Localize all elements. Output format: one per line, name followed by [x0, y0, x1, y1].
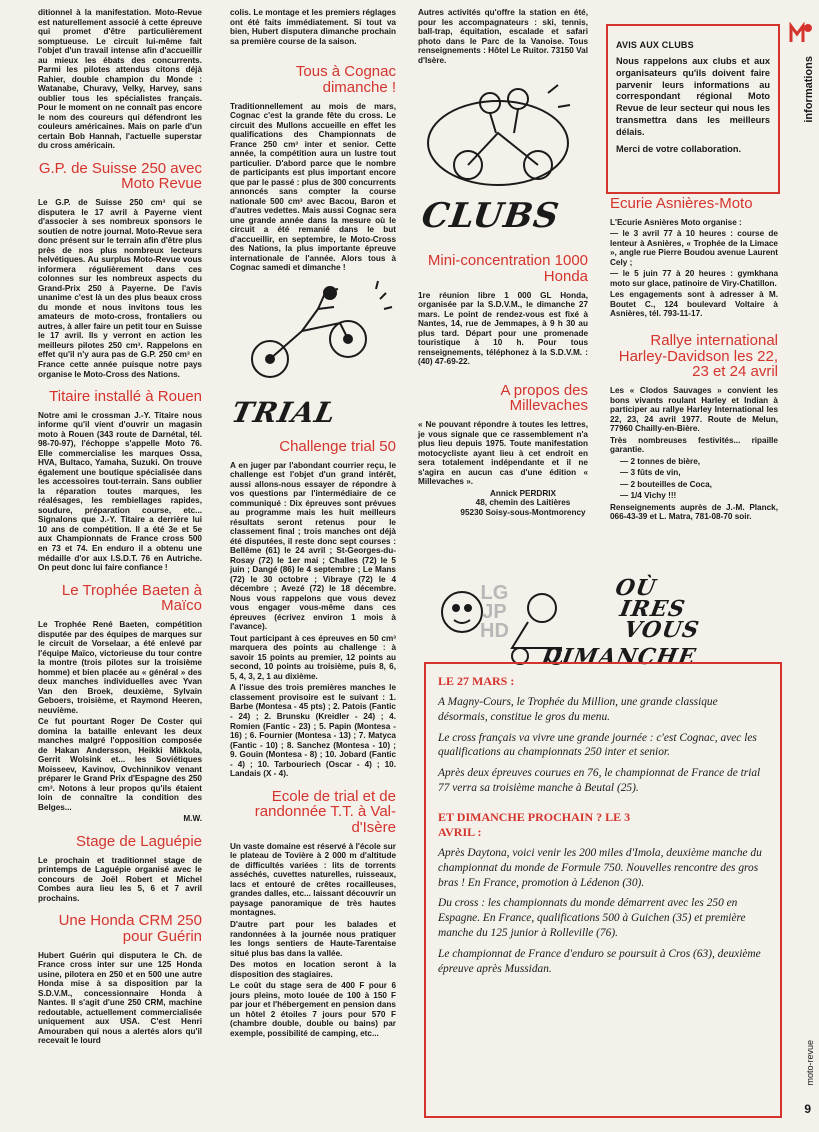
article-honda-crm: Hubert Guérin qui disputera le Ch. de France cross inter sur une 125 Honda usine, pilotera en 250 et en 500 une autre Honda mise à sa disposition par la S.D.V.M., concessionnaire Honda à Nantes. Il s'agit d'une 250 CRM, machine redoutable, actuellement commercialisée uniquement aux USA. C'est Henri Amouraben qui nous a alertés alors qu'il recevait le lourd	[38, 950, 202, 1046]
signature-baeten: M.W.	[183, 814, 202, 824]
signature-city: 95230 Soisy-sous-Montmorency	[460, 507, 586, 517]
heading-ecole-trial: Ecole de trial et de randonnée T.T. à Val-d'Isère	[254, 787, 396, 837]
heading-mini-concentration: Mini-concentration 1000 Honda	[427, 252, 588, 285]
dimanche-header	[432, 575, 782, 670]
article-ecole-trial-2: D'autre part pour les balades et randonnées à la journée nous pratiquer les longs sentiers de Haute-Tarentaise situé plus bas dans la vallée.	[230, 919, 396, 958]
article-baeten: Le Trophée René Baeten, compétition disputée par des équipes de marques sur le circuit de Vorselaar, a été enlevé par l'équipe Maïco, victorieuse du tour contre la montre (trois pilotes sur la troisième homme) et bien placée au « général » des deux manches individuelles avec Yvan Van den Broek, deuxième, Sylvain Geboers, troisième, et Raymond Heeren, neuvième.	[38, 620, 202, 715]
article-challenge-trial-2: Tout participant à ces épreuves en 50 cm³ marquera des points au challenge : à savoir 15 points au premier, 12 points au second, 10 points au troisième, puis 8, 6, 5, 4, 3, 2, 1 au dixième.	[230, 633, 396, 681]
page-number: 9	[804, 1102, 811, 1116]
article-millevaches: « Ne pouvant répondre à toutes les lettres, je vous signale que ce rassemblement n'a plus lieu depuis 1975. Toute manifestation motocycliste ayant lieu à cet endroit en sera totalement indépendante et il ne s'agira en aucun cas d'une édition « Millevaches ».	[418, 420, 588, 487]
asnieres-item-1: — le 3 avril 77 à 10 heures : course de lenteur à Asnières, « Trophée de la Limace », angle rue Pierre Boudou avenue Laurent Cely ;	[610, 229, 778, 267]
column-1	[38, 8, 202, 1048]
article-ecole-trial-4: Le coût du stage sera de 400 F pour 6 jours pleins, moto louée de 100 à 150 F par jour et l'hébergement en pension dans un hôtel 2 étoiles 7 jours pour 570 F (chambre double, double ou bains) par exemple, possibilité de camping, etc...	[230, 981, 396, 1038]
watermark-line-3: HD	[480, 620, 509, 642]
article-titaire: Notre ami le crossman J.-Y. Titaire nous informe qu'il vient d'ouvrir un magasin moto à Rouen (343 route de Darnétal, tél. 98-70-97), l'échoppe s'appelle Moto 76. Elle commercialise les marques Ossa, HVA, Bultaco, Yamaha, Suzuki. On trouve également une boutique spécialisée dans les accessoires tout-terrain. Sans oublier la réparation toutes marques, les réalésages, les rembiellages rapides, soudure, préparation course, etc... Signalons que J.-Y. Titaire a derrière lui 10 ans de compétition. Il a été 3e et 5e aux Championnats de France cross 500 en 73 et 74. En enduro il a obtenu une médaille d'or aux I.S.D.T. 76 en Autriche. On peut donc lui faire confiance !	[38, 410, 202, 573]
article-baeten-2: Ce fut pourtant Roger De Coster qui domina la bataille enlevant les deux manches malgré l'opposition composée de Hakan Andersson, Heikki Mikkola, Gerrit Wolsink et... les Soviétiques Moisseev, Kavinov, Ovchinnikov venant préparer le Grand Prix d'Espagne des 250 cm³. Notons à leur propos qu'ils étaient loin de connaître la condition des Belges...	[38, 717, 202, 812]
article-mini-concentration: 1re réunion libre 1 000 GL Honda, organisée par la S.D.V.M., le dimanche 27 mars. Le point de rendez-vous est fixé à Nantes, 14, rue de Jemmapes, à 9 h 30 au plus tard. Départ pour une promenade touristique à 10 h. Pour tous renseignements, téléphonez à la S.D.V.M. : (40) 47-69-22.	[418, 290, 588, 367]
dimanche-para-6: Le championnat de France d'enduro se poursuit à Cros (63), deuxième épreuve après Mussidan.	[438, 947, 761, 975]
section-label: informations	[803, 56, 815, 123]
intro-text-2: colis. Le montage et les premiers réglages ont été faits immédiatement. Si tout va bien, Hubert disputera dimanche prochain sa première course de la saison.	[230, 8, 396, 46]
trial-logo: TRIAL	[228, 395, 340, 429]
watermark-line-1: LG	[480, 582, 509, 604]
logo-word-2: IRES	[617, 595, 688, 622]
article-gp-suisse: Le G.P. de Suisse 250 cm³ qui se disputera le 17 avril à Payerne vient d'associer à ses nombreux sponsors le soutien de notre journal. Moto-Revue sera donc présent sur le terrain afin d'être plus près de nos plus nombreux lecteurs helvétiques. Au surplus Moto-Revue vous informera régulièrement dans ces colonnes sur les nombreux aspects du Grand-Prix 250 à Payerne. De l'avis unanime c'est là un des plus beaux cross du monde et nous invitons tous les amateurs de moto-cross, frontaliers ou autres, à aller faire un petit tour en Suisse le 17 avril. Ils y verront en action les meilleurs pilotes 250 cm³. Rappelons en effet qu'il n'y aura pas de G.P. 250 cm³ en France cette année puisque notre pays organise le Moto-Cross des Nations.	[38, 198, 202, 379]
dimanche-para-4: Après Daytona, voici venir les 200 miles d'Imola, deuxième manche du championnat du monde de Formule 750. Nouvelles rencontre des gros bras ! En France, promotion à Lédenon (30).	[438, 846, 762, 889]
dimanche-box	[424, 662, 782, 1118]
heading-laguepie: Stage de Laguépie	[76, 832, 202, 850]
date-27-mars: LE 27 MARS :	[438, 674, 515, 688]
signature-name: Annick PERDRIX	[490, 488, 556, 498]
avis-aux-clubs-box	[606, 24, 780, 194]
avis-title: AVIS AUX CLUBS	[616, 40, 694, 50]
article-ecole-trial: Un vaste domaine est réservé à l'école sur le plateau de Tovière à 2 000 m d'altitude de difficultés variées : lits de torrents asséchés, cuvettes naturelles, ruisseaux, lacs et entouré de crêtes rocailleuses, grandes dalles, etc... laissant découvrir un paysage panoramique de très hautes montagnes.	[230, 841, 396, 918]
heading-challenge-trial: Challenge trial 50	[279, 437, 396, 455]
watermark	[480, 584, 509, 641]
harley-list-1: — 2 tonnes de bière,	[620, 456, 701, 466]
dimanche-para-1: A Magny-Cours, le Trophée du Million, une grande classique désormais, constitue le gros du menu.	[438, 696, 718, 723]
dimanche-para-3: Après deux épreuves courues en 76, le championnat de France de trial 77 verra sa troisième manche à Beutal (25).	[438, 767, 761, 795]
dimanche-logo	[606, 575, 708, 643]
heading-titaire: Titaire installé à Rouen	[49, 388, 202, 406]
clubs-illustration	[418, 73, 588, 243]
clubs-bikers-icon	[418, 73, 588, 203]
heading-honda-crm: Une Honda CRM 250 pour Guérin	[58, 912, 202, 945]
article-challenge-trial-3: A l'issue des trois premières manches le classement provisoire est le suivant : 1. Barbe (Montesa - 45 pts) ; 2. Patois (Fantic - 24) ; 2. Brunsku (Kreidler - 24) ; 4. Romien (Fantic - 23) ; 5. Papin (Montesa - 16) ; 6. Fournier (Montesa - 13) ; 7. Matyca (Fantic - 10) ; 8. Sanchez (Montesa - 10) ; 9. Gouin (Montesa - 8) ; 10. Jobard (Fantic - 4) ; 10. Tarbouriech (Oscar - 4) ; 10. Landais (X - 4).	[230, 683, 396, 779]
harley-list-2: — 3 fûts de vin,	[620, 468, 681, 478]
avis-body: Nous rappelons aux clubs et aux organisateurs qu'ils doivent faire parvenir leurs informations au correspondant régional Moto Revue de leur secteur qui nous les transmettra dans les meilleurs délais.	[616, 56, 770, 137]
intro-text: ditionnel à la manifestation. Moto-Revue est naturellement associé à cette épreuve qui promet d'être particulièrement somptueuse. Le circuit lui-même fait l'objet d'un travail intense afin d'accueillir au mieux les ébats des concurrents. Parmi les pilotes attendus citons déjà Rahier, double champion du Monde : Watanabe, Churavy, Velky, Harvey, sans oublier tous les spécialistes français. Pour le moment on ne connaît pas encore le nom des coureurs qui défendront les couleurs américaines. Mais on parle d'un certain Bob Hannah, l'actuelle superstar du cross américain.	[38, 8, 202, 151]
trial-rider-icon	[230, 279, 396, 399]
harley-list-3: — 2 bouteilles de Coca,	[620, 479, 712, 489]
magazine-name: moto-revue	[805, 1040, 815, 1086]
article-ecole-trial-3: Des motos en location seront à la disposition des stagiaires.	[230, 960, 396, 979]
heading-asnieres: Ecurie Asnières-Moto	[610, 195, 753, 212]
asnieres-item-3: Les engagements sont à adresser à M. Boutet C., 124 boulevard Voltaire à Asnières, tél. 793-11-17.	[610, 290, 778, 319]
clubs-logo: CLUBS	[419, 196, 562, 237]
column-2	[230, 8, 396, 1040]
heading-harley: Rallye international Harley-Davidson les 22, 23 et 24 avril	[618, 331, 778, 381]
trial-illustration	[230, 279, 396, 429]
article-harley-2: Très nombreuses festivités... ripaille garantie.	[610, 435, 778, 455]
column-3	[418, 8, 588, 523]
column-4	[610, 196, 778, 524]
heading-baeten: Le Trophée Baeten à Maïco	[61, 581, 202, 615]
heading-cognac: Tous à Cognac dimanche !	[295, 63, 396, 96]
date-3-avril: ET DIMANCHE PROCHAIN ? LE 3 AVRIL :	[438, 809, 631, 839]
asnieres-item-2: — le 5 juin 77 à 20 heures : gymkhana moto sur glace, patinoire de Viry-Chatillon.	[610, 269, 778, 288]
dimanche-logo-main: DIMANCHE	[539, 644, 699, 670]
harley-list-4: — 1/4 Vichy !!!	[620, 491, 677, 501]
article-harley-3: Renseignements auprès de J.-M. Planck, 066-43-39 et L. Matra, 781-08-70 soir.	[610, 502, 778, 522]
dimanche-para-5: Du cross : les championnats du monde démarrent avec les 250 en Espagne. En France, qualifications 500 à Guichen (35) et première manche du 125 junior à Rolleville (76).	[438, 897, 746, 940]
article-asnieres: L'Ecurie Asnières Moto organise :	[610, 217, 742, 227]
moto-revue-logo-icon	[789, 22, 813, 44]
logo-word-3: VOUS	[622, 616, 702, 643]
dimanche-para-2: Le cross français va vivre une grande journée : c'est Cognac, avec les qualifications au championnats 250 inter et senior.	[438, 731, 757, 759]
heading-millevaches: A propos des Millevaches	[500, 381, 588, 415]
article-challenge-trial: A en juger par l'abondant courrier reçu, le challenge est l'objet d'un grand intérêt, aussi allons-nous essayer de répondre à vos questions par l'intermédiaire de ce communiqué : Dix épreuves sont prévues au programme mais les huit meilleurs résultats seront retenus pour le classement final ; trois manches ont déjà été disputées, il reste donc sept courses : Bellême (61) le 24 avril ; St-Georges-du-Rosay (72) le 1er mai ; Challes (72) le 5 juin ; Dangé (86) le 4 septembre ; Le Mans (72) le 30 octobre ; Vibraye (72) le 4 décembre ; Avezé (72) le 18 décembre. Nous vous rappelons que vous devez vous engager vous-même dans ces épreuves (écrivez environ 1 mois à l'avance).	[230, 460, 396, 632]
heading-gp-suisse: G.P. de Suisse 250 avec Moto Revue	[38, 159, 202, 193]
article-cognac: Traditionnellement au mois de mars, Cognac c'est la grande fête du cross. Le circuit des Mullons accueille en effet les qualifications des Championnats de France 250 cm³ inter et senior. Cette année, la compétition aura un lustre tout particulier. D'abord parce que le nombre de participants est plus important encore que par le passé : plus de 300 concurrents annoncés sans compter la course nationale 500 cm³ avec Bacou, Baron et d'autres vedettes. Mais aussi Cognac sera une grande année dans la mesure où le circuit a été remanié dans le but d'accueillir, en septembre, le Moto-Cross des Nations, la plus importante épreuve internationale de l'année. Alors tous à Cognac samedi et dimanche !	[230, 101, 396, 273]
article-laguepie: Le prochain et traditionnel stage de printemps de Laguépie organisé avec le concours de Joël Robert et Michel Combes aura lieu les 5, 6 et 7 avril prochains.	[38, 855, 202, 903]
intro-text-3: Autres activités qu'offre la station en été, pour les accompagnateurs : ski, tennis, ball-trap, équitation, escalade et safari photo dans le Parc de la Vanoise. Tous renseignements : Hôtel Le Ruitor. 73150 Val d'Isère.	[418, 8, 588, 65]
logo-word-1: OÙ	[613, 575, 659, 601]
avis-thanks: Merci de votre collaboration.	[616, 144, 742, 155]
article-harley: Les « Clodos Sauvages » convient les bons vivants roulant Harley et Indian à participer au rallye Harley International les 22, 23, 24 avril 1977. Route de Melun, 77960 Chailly-en-Bière.	[610, 386, 778, 434]
signature-address: 48, chemin des Laitières	[475, 498, 571, 508]
watermark-line-2: JP	[482, 601, 507, 623]
signature-perdrix	[458, 489, 588, 518]
